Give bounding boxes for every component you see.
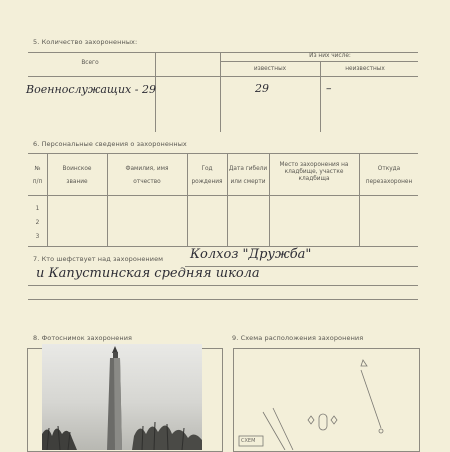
section5-col-total: Всего <box>81 60 99 66</box>
scheme-road-line-left <box>263 412 285 450</box>
section7-sponsor-line2: и Капустинская средняя школа <box>36 266 260 281</box>
section7-title: 7. Кто шефствует над захоронением <box>33 255 164 263</box>
section6-header-place: Место захоронения на кладбище, участке кладбища <box>279 162 349 182</box>
section5-col-unknown: неизвестных <box>345 66 385 72</box>
section5-col-known: известных <box>253 66 287 72</box>
section6-row-number: 2 <box>35 220 40 226</box>
memorial-obelisk-image <box>42 344 202 450</box>
section5-title: 5. Количество захороненных: <box>33 38 138 46</box>
scheme-stamp-label: СХЕМ <box>241 438 256 444</box>
section9-title: 9. Схема расположения захоронения <box>232 334 364 342</box>
section6-row-number: 1 <box>35 206 40 212</box>
memorial-photo <box>42 344 202 450</box>
section6-header-name: Фамилия, имя отчество <box>125 166 169 185</box>
scheme-monument <box>319 414 327 430</box>
section6-header-num: № п/п <box>32 166 43 185</box>
section6-header-birth: Год рождения <box>191 166 223 185</box>
section5-total-value: Военнослужащих - 29 <box>26 83 156 96</box>
section6-header-death: Дата гибели или смерти <box>228 166 268 185</box>
section5-unknown-value: – <box>326 82 332 95</box>
scheme-road-line-left-2 <box>273 408 293 450</box>
section6-row-number: 3 <box>35 234 40 240</box>
section7-sponsor-line1: Колхоз "Дружба" <box>190 247 312 262</box>
section8-title: 8. Фотоснимок захоронения <box>33 334 133 342</box>
section6-header-rank: Воинское звание <box>62 166 92 185</box>
scheme-road-line <box>361 370 381 428</box>
section5-col-including: Из них числе: <box>309 53 351 59</box>
scheme-point <box>379 429 383 433</box>
section6-title: 6. Персональные сведения о захороненных <box>33 140 187 148</box>
location-scheme-drawing <box>233 348 418 450</box>
section5-known-value: 29 <box>255 82 269 95</box>
section6-header-from: Откуда перезахоронен <box>365 166 413 185</box>
north-arrow-icon <box>361 360 367 366</box>
